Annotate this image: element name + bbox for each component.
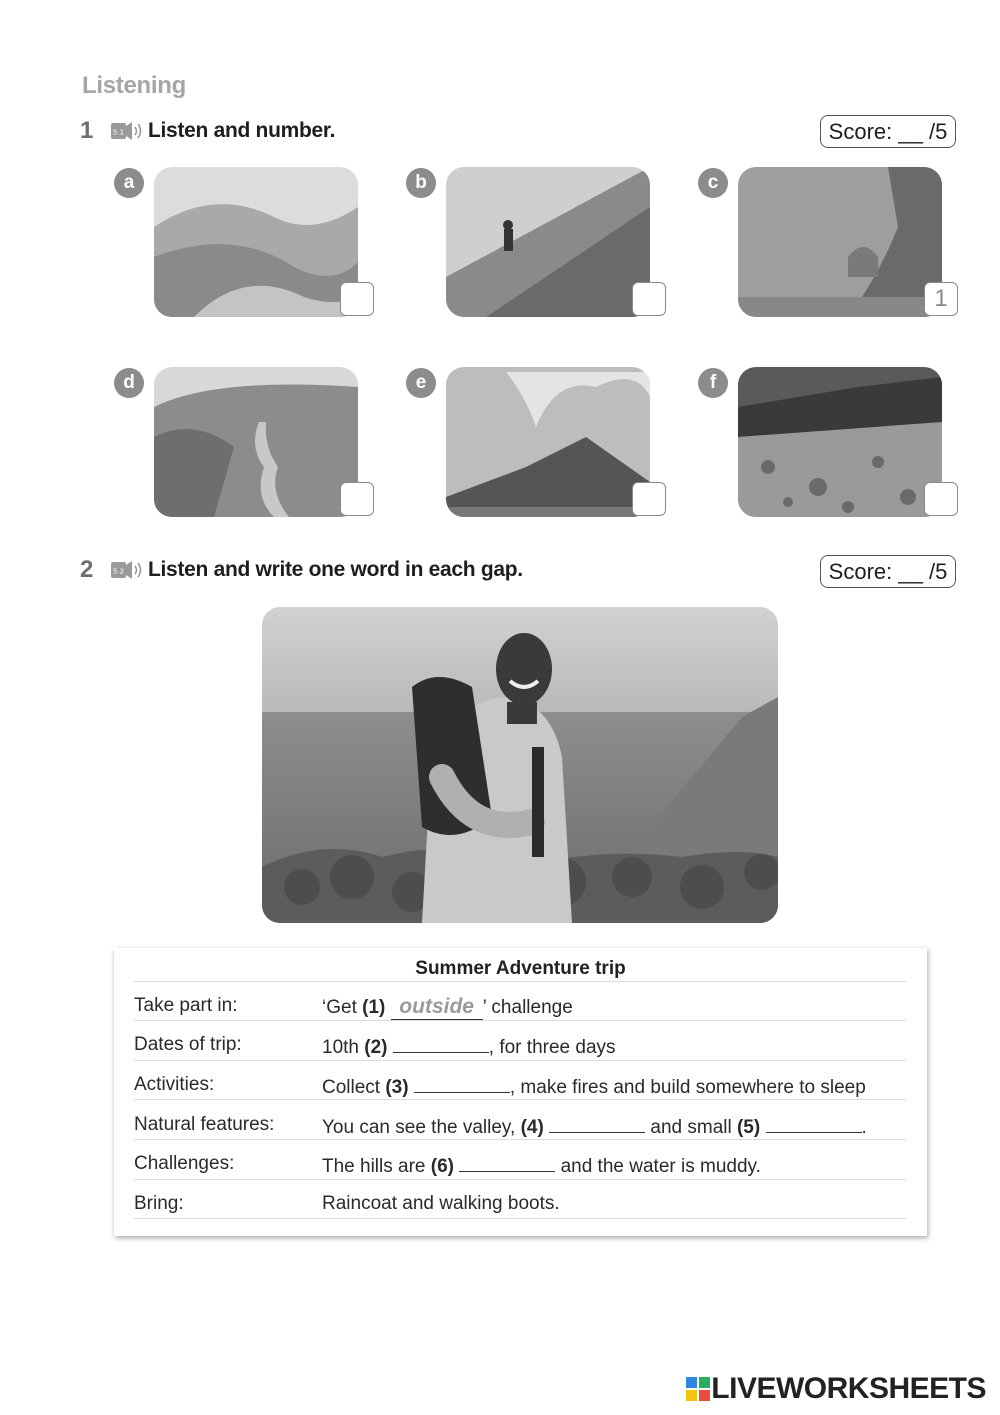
value-text: . [861,1117,867,1138]
gap-answer-blank[interactable] [766,1114,862,1133]
info-value [322,1153,761,1178]
item-letter-e: e [406,368,436,398]
gap-answer-blank[interactable] [393,1034,489,1053]
info-value [322,1193,560,1215]
section-heading: Listening [82,72,186,99]
task-number: 2 [80,556,94,583]
value-text: ‘Get [322,997,363,1018]
info-label: Challenges: [134,1153,235,1174]
desert-dunes-photo [154,167,358,317]
gap-number: (1) [362,997,386,1018]
value-text: , make fires and build somewhere to sleep [509,1077,866,1098]
value-text: 10th [322,1037,365,1058]
info-value [322,1114,867,1139]
trip-info-card [114,948,927,1236]
info-value [322,995,573,1020]
answer-box-d[interactable] [340,482,374,516]
task1-score: Score: __ /5 [820,115,956,148]
gap-number: (4) [520,1117,544,1138]
volcano-photo [446,367,650,517]
item-letter-d: d [114,368,144,398]
task-number: 1 [80,117,94,144]
smiling-hiker-photo [262,607,778,923]
svg-text:5.1: 5.1 [112,128,125,137]
hiker-on-slope-photo [446,167,650,317]
item-letter-f: f [698,368,728,398]
info-row [134,1034,906,1064]
info-row [134,1074,906,1104]
answer-box-c[interactable]: 1 [924,282,958,316]
hill-path-photo [154,367,358,517]
info-label: Natural features: [134,1114,275,1135]
audio-icon[interactable] [110,118,144,144]
card-rule [134,981,906,982]
gap-number: (5) [736,1117,761,1138]
rocky-plain-photo [738,367,942,517]
info-value [322,1074,866,1099]
gap-number: (6) [430,1156,455,1177]
info-row [134,1153,906,1183]
gap-number: (2) [364,1037,388,1058]
value-text: The hills are [322,1156,431,1177]
gap-answer-blank[interactable] [549,1114,645,1133]
item-letter-a: a [114,168,144,198]
task2-header [80,553,523,587]
value-text: Collect [322,1077,386,1098]
answer-box-a[interactable] [340,282,374,316]
value-text: Raincoat and walking boots. [322,1193,560,1214]
gap-number: (3) [385,1077,409,1098]
gap-answer-blank[interactable] [459,1153,555,1172]
value-text: ’ challenge [482,997,573,1018]
info-row [134,1193,906,1223]
value-text: and small [645,1117,737,1138]
task1-header [80,114,335,148]
info-label: Dates of trip: [134,1034,242,1055]
info-label: Take part in: [134,995,238,1016]
info-value [322,1034,616,1059]
item-letter-c: c [698,168,728,198]
coastal-cliffs-photo [738,167,942,317]
value-text: and the water is muddy. [555,1156,761,1177]
card-title: Summer Adventure trip [415,958,626,979]
logo-icon [685,1376,711,1402]
task2-title: Listen and write one word in each gap. [148,558,523,581]
value-text: You can see the valley, [322,1117,521,1138]
value-text: , for three days [488,1037,616,1058]
audio-icon[interactable] [110,557,144,583]
answer-box-b[interactable] [632,282,666,316]
info-row [134,995,906,1025]
info-label: Bring: [134,1193,184,1214]
gap-answer-filled[interactable]: outside [391,995,483,1020]
task1-title: Listen and number. [148,119,336,142]
task2-score: Score: __ /5 [820,555,956,588]
liveworksheets-logo [685,1372,986,1406]
gap-answer-blank[interactable] [414,1074,510,1093]
svg-text:5.2: 5.2 [112,567,125,576]
item-letter-b: b [406,168,436,198]
answer-box-e[interactable] [632,482,666,516]
info-label: Activities: [134,1074,215,1095]
info-row [134,1114,906,1144]
answer-box-f[interactable] [924,482,958,516]
logo-text: LIVEWORKSHEETS [711,1372,986,1405]
